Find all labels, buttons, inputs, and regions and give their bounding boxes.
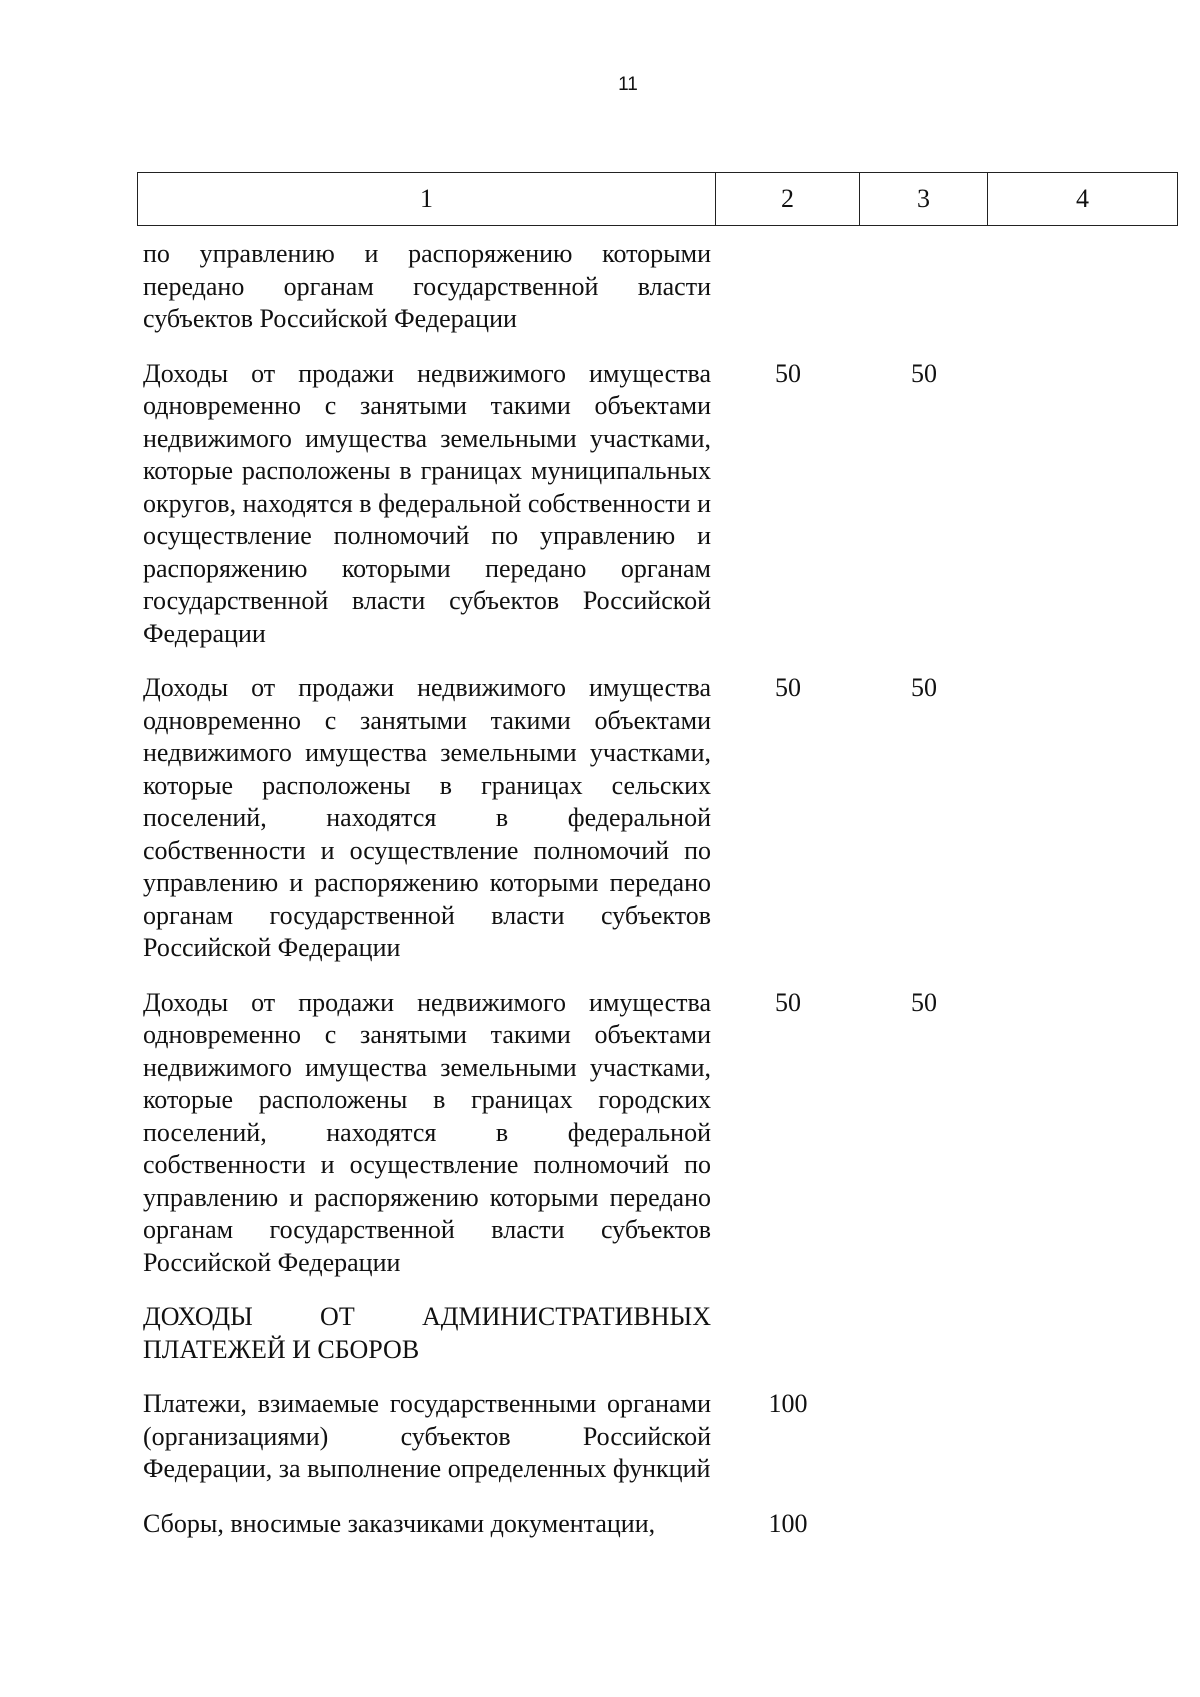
table-body: [0, 238, 1200, 1562]
table-row: [0, 672, 1200, 965]
section-heading-row: [0, 1301, 1200, 1366]
row-description: Доходы от продажи недвижимого имущества одновременно с занятыми такими объектами недвижимого имущества земельными участками, которые расположены в границах городских поселений, находятся в федеральной собственности и осуществление полномочий по управлению и распоряжению которыми передано органам государственной власти субъектов Российской Федерации: [143, 987, 711, 1277]
table-row: [0, 987, 1200, 1280]
table-row: [0, 1508, 1200, 1541]
table-row: [0, 1388, 1200, 1486]
page-number: 11: [618, 74, 638, 95]
row-value-col2: 50: [775, 358, 801, 388]
row-description: Сборы, вносимые заказчиками документации,: [143, 1508, 656, 1538]
column-header-1: 1: [138, 173, 716, 226]
row-description: по управлению и распоряжению которыми передано органам государственной власти субъектов Российской Федерации: [143, 239, 711, 333]
row-value-col2: 50: [775, 673, 801, 702]
row-value-col3: 50: [911, 673, 937, 702]
table-row: [0, 358, 1200, 651]
row-value-col2: 100: [768, 1508, 808, 1538]
table-row: [0, 238, 1200, 336]
row-value-col3: 50: [911, 987, 937, 1017]
section-heading: ДОХОДЫ ОТ АДМИНИСТРАТИВНЫХ ПЛАТЕЖЕЙ И СБОРОВ: [143, 1302, 711, 1364]
column-header-row: [138, 173, 1178, 226]
column-header-3: 3: [860, 173, 988, 226]
column-header-2: 2: [716, 173, 860, 226]
row-value-col2: 50: [775, 987, 801, 1017]
column-header-table: [137, 172, 1178, 226]
column-header-4: 4: [988, 173, 1178, 226]
row-description: Платежи, взимаемые государственными органами (организациями) субъектов Российской Федерации, за выполнение определенных функций: [143, 1389, 711, 1483]
row-value-col3: 50: [911, 358, 937, 388]
row-value-col2: 100: [768, 1389, 808, 1418]
row-description: Доходы от продажи недвижимого имущества одновременно с занятыми такими объектами недвижимого имущества земельными участками, которые расположены в границах муниципальных округов, находятся в федеральной собственности и осуществление полномочий по управлению и распоряжению которыми передано органам государственной власти субъектов Российской Федерации: [143, 358, 711, 648]
row-description: Доходы от продажи недвижимого имущества одновременно с занятыми такими объектами недвижимого имущества земельными участками, которые расположены в границах сельских поселений, находятся в федеральной собственности и осуществление полномочий по управлению и распоряжению которыми передано органам государственной власти субъектов Российской Федерации: [143, 673, 711, 962]
